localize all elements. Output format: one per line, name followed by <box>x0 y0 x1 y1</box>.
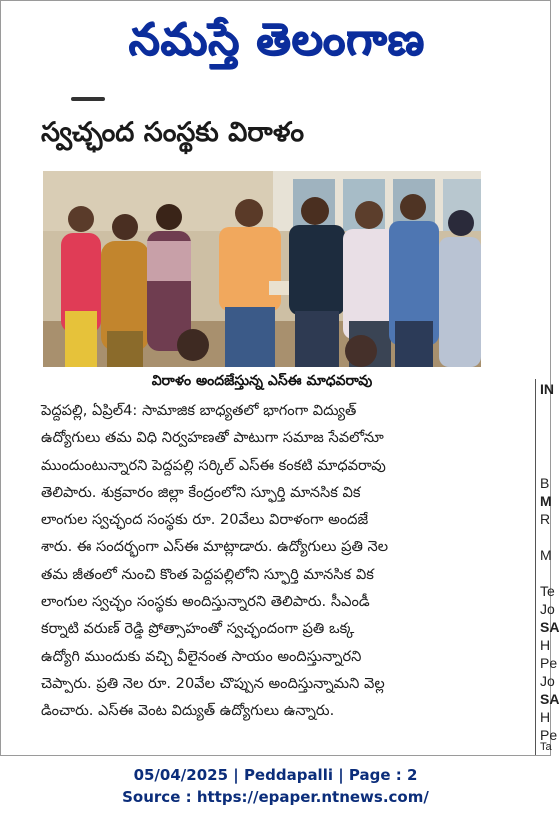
article-line: డించారు. ఎస్ఈ వెంట విద్యుత్ ఉద్యోగులు ఉన్నారు. <box>41 702 335 720</box>
column-fragment: M <box>540 547 552 563</box>
adjacent-column-cropped <box>535 379 559 755</box>
column-fragment: Jo <box>540 673 555 689</box>
column-fragment: H <box>540 637 551 653</box>
article-line: లాంగుల స్వచ్ఛంద సంస్థకు రూ. 20వేలు విరాళంగా అందజే <box>41 511 369 529</box>
column-fragment: M <box>540 493 552 509</box>
column-fragment: B <box>540 475 550 491</box>
article-line: ఉద్యోగులు తమ విధి నిర్వహణతో పాటుగా సమాజ సేవలోనూ <box>41 429 384 447</box>
column-fragment: SA <box>540 619 559 635</box>
article-line: తెలిపారు. శుక్రవారం జిల్లా కేంద్రంలోని స్ఫూర్తి మానసిక విక <box>41 483 361 501</box>
photo-caption: విరాళం అందజేస్తున్న ఎస్ఈ మాధవరావు <box>151 373 373 389</box>
article-line: పెద్దపల్లి, ఏప్రిల్4: సామాజిక బాధ్యతలో భాగంగా విద్యుత్ <box>41 402 357 419</box>
group-photo-image <box>43 171 481 367</box>
article-line: ఉద్యోగి ముందుకు వచ్చి వీలైనంత సాయం అందిస్తున్నారని <box>41 647 362 665</box>
article-line: తమ జీతంలో నుంచి కొంత పెద్దపల్లిలోని స్ఫూర్తి మానసిక విక <box>41 565 374 583</box>
column-fragment: Jo <box>540 601 555 617</box>
article-line: శారు. ఈ సందర్భంగా ఎస్ఈ మాట్లాడారు. ఉద్యోగులు ప్రతి నెల <box>41 538 389 556</box>
article-line: లాంగుల స్వచ్ఛం సంస్థకు అందిస్తున్నారని తెలిపారు. సీఎండీ <box>41 593 370 611</box>
column-fragment: Ta <box>540 741 552 753</box>
article-headline: స్వచ్ఛంద సంస్థకు విరాళం <box>41 117 305 148</box>
date-edition-page: 05/04/2025 | Peddapalli | Page : 2 <box>133 766 418 784</box>
article-line: కర్నాటి వరుణ్ రెడ్డి ప్రోత్సాహంతో స్వచ్ఛందంగా ప్రతి ఒక్క <box>41 620 355 638</box>
column-fragment: Pe <box>540 655 558 671</box>
column-fragment: Pe <box>540 727 558 743</box>
column-fragment: IN <box>540 381 554 397</box>
column-fragment: R <box>540 511 551 527</box>
column-fragment: Te <box>540 583 555 599</box>
column-fragment: H <box>540 709 551 725</box>
column-fragment: SA <box>540 691 559 707</box>
article-line: ముందుంటున్నారని పెద్దపల్లి సర్కిల్ ఎస్ఈ కంకటి మాధవరావు <box>41 456 386 474</box>
article-line: చెప్పారు. ప్రతి నెల రూ. 20వేల చొప్పున అందిస్తున్నామని వెల్ల <box>41 674 385 692</box>
cropped-text-mark <box>71 97 105 101</box>
clipping-footer <box>0 764 551 808</box>
source-url[interactable]: Source : https://epaper.ntnews.com/ <box>122 788 429 806</box>
article-body <box>41 397 496 725</box>
news-photo <box>43 171 481 367</box>
masthead-title: నమస్తే తెలంగాణ <box>128 14 425 65</box>
